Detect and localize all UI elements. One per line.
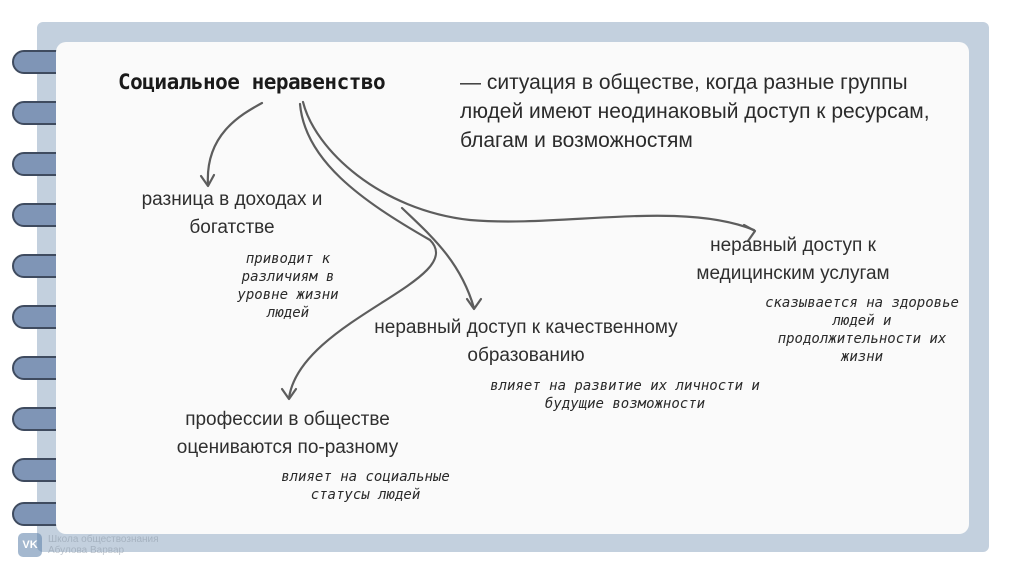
branch-income-label: разница в доходах и богатстве (141, 189, 323, 238)
branch-medicine-label: неравный доступ к медицинским услугам (696, 235, 890, 284)
arrow-to-income (201, 103, 262, 186)
branch-education-note: влияет на развитие их личности и будущие возможности (490, 378, 760, 412)
branch-education-label: неравный доступ к качественному образованию (374, 317, 678, 366)
branch-medicine-note: сказывается на здоровье людей и продолжительности их жизни (765, 295, 959, 365)
branch-professions-note: влияет на социальные статусы людей (281, 469, 450, 503)
watermark-line: Школа обществознания (48, 534, 159, 545)
watermark-line: Абулова Варвар (48, 545, 125, 556)
diagram-title: Социальное неравенство (118, 70, 386, 94)
branch-income-note: приводит к различиям в уровне жизни людей (237, 251, 339, 321)
vk-icon: VK (18, 533, 42, 557)
arrow-to-education (402, 208, 481, 309)
definition-text: — ситуация в обществе, когда разные группы людей имеют неодинаковый доступ к ресурсам, благам и возможностям (460, 71, 930, 152)
watermark (18, 533, 159, 557)
watermark-text (48, 534, 159, 556)
branch-professions-label: профессии в обществе оцениваются по-разному (176, 409, 399, 458)
